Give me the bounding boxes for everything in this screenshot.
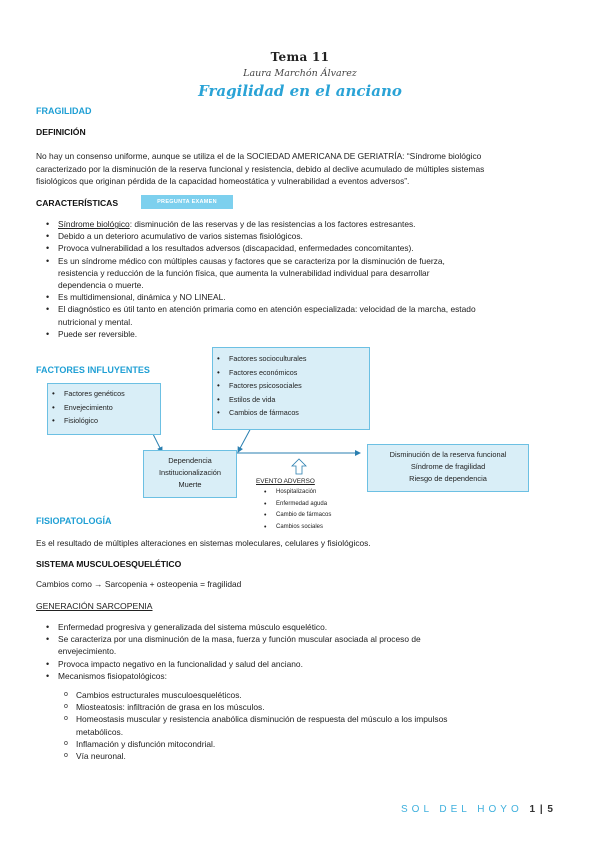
list-item: • Factores genéticos	[48, 387, 160, 401]
list-item-line: • El diagnóstico es útil tanto en atención primaria como en atención especializada: velocidad de la marcha, estado	[58, 304, 476, 315]
list-item: • Envejecimiento	[48, 401, 160, 415]
evento-adverso-title: EVENTO ADVERSO	[256, 478, 315, 485]
list-item: • Cambios de fármacos	[213, 406, 369, 420]
mecanismos-sublist	[62, 689, 572, 762]
section-heading-fisiopatologia: FISIOPATOLOGÍA	[36, 516, 112, 526]
list-item: • Cambio de fármacos	[258, 510, 331, 522]
list-item: • Cambios sociales	[258, 522, 331, 534]
footer-brand: SOL DEL HOYO	[401, 804, 523, 815]
musculoesqueletico-heading: SISTEMA MUSCULOESQUELÉTICO	[36, 559, 182, 569]
list-item: • Mecanismos fisiopatológicos:	[44, 670, 574, 682]
sublist-item: o Vía neuronal.	[62, 750, 572, 762]
document-title: Tema 11	[270, 50, 330, 64]
list-item: • Factores socioculturales	[213, 352, 369, 366]
term: Síndrome biológico	[58, 219, 130, 229]
author-name: Laura Marchón Álvarez	[243, 68, 357, 79]
list-item: • Provoca vulnerabilidad a los resultados adversos (discapacidad, enfermedades concomitantes).	[44, 242, 574, 254]
definicion-line: caracterizado por la disminución de la reserva funcional y resistencia, debido al declive acumulado de múltiples sistemas	[36, 163, 485, 174]
list-item: • Enfermedad progresiva y generalizada del sistema músculo esquelético.	[44, 621, 574, 633]
list-item-line: • Es un síndrome médico con múltiples causas y factores que se caracteriza por la disminución de fuerza,	[58, 255, 445, 266]
sublist-item	[62, 713, 572, 737]
list-item-line: resistencia y reducción de la función física, que aumenta la vulnerabilidad individual para desarrollar	[58, 267, 430, 278]
box-line: Muerte	[178, 480, 202, 489]
arrow-up-outline	[292, 459, 306, 474]
musculoesqueletico-text: Cambios como → Sarcopenia + osteopenia = fragilidad	[36, 579, 242, 589]
caracteristicas-heading: CARACTERÍSTICAS	[36, 198, 119, 208]
definicion-line: fisiológicos que originan pérdida de la capacidad homeostática y vulnerabilidad a eventos adversos”.	[36, 176, 410, 186]
list-item: • Puede ser reversible.	[44, 328, 574, 340]
list-item-line: • Se caracteriza por una disminución de la masa, fuerza y función muscular asociada al proceso de	[58, 634, 421, 645]
box-resultados	[367, 444, 529, 492]
box-consecuencias	[143, 450, 237, 498]
box-factores-individuales	[47, 383, 161, 435]
list-item-line: dependencia o muerte.	[58, 280, 144, 291]
term-description: : disminución de las reservas y de las resistencias a los factores estresantes.	[129, 219, 416, 229]
sarcopenia-heading: GENERACIÓN SARCOPENIA	[36, 601, 153, 611]
list-item: • Hospitalización	[258, 487, 331, 499]
sarcopenia-list	[44, 621, 574, 682]
list-item: • Debido a un deterioro acumulativo de varios sistemas fisiológicos.	[44, 230, 574, 242]
box-line: Institucionalización	[158, 468, 222, 477]
list-item-line: envejecimiento.	[58, 646, 117, 657]
list-item: • Es multidimensional, dinámica y NO LINEAL.	[44, 291, 574, 303]
definicion-heading: DEFINICIÓN	[36, 127, 86, 137]
list-item-line: nutricional y mental.	[58, 316, 133, 327]
sublist-item: o Cambios estructurales musculoesqueléticos.	[62, 689, 572, 701]
evento-adverso-list	[258, 487, 331, 533]
sublist-item: o Inflamación y disfunción mitocondrial.	[62, 738, 572, 750]
box-factores-externos	[212, 347, 370, 430]
list-item: • Provoca impacto negativo en la funcionalidad y salud del anciano.	[44, 658, 574, 670]
section-heading-factores: FACTORES INFLUYENTES	[36, 365, 150, 375]
fisiopatologia-text: Es el resultado de múltiples alteraciones en sistemas moleculares, celulares y fisiológicos.	[36, 538, 371, 548]
box-line: Síndrome de fragilidad	[410, 462, 486, 471]
box-line: Disminución de la reserva funcional	[389, 450, 507, 459]
box-line: Riesgo de dependencia	[409, 474, 487, 483]
sublist-item-line: o Homeostasis muscular y resistencia anabólica disminución de respuesta del músculo a los impulsos	[76, 714, 448, 725]
page-number: 1 | 5	[529, 804, 554, 815]
sublist-item-line: metabólicos.	[76, 726, 124, 737]
section-heading-fragilidad: FRAGILIDAD	[36, 106, 92, 116]
list-item	[44, 633, 574, 657]
page-footer	[401, 804, 554, 815]
exam-question-badge: PREGUNTA EXAMEN	[141, 195, 233, 209]
document-subtitle: Fragilidad en el anciano	[198, 82, 402, 100]
list-item: • Estilos de vida	[213, 393, 369, 407]
sublist-item: o Miosteatosis: infiltración de grasa en los músculos.	[62, 701, 572, 713]
list-item: • Fisiológico	[48, 414, 160, 428]
list-item: • Enfermedad aguda	[258, 499, 331, 511]
box-line: Dependencia	[168, 456, 212, 465]
definicion-line: No hay un consenso uniforme, aunque se utiliza el de la SOCIEDAD AMERICANA DE GERIATRÍA: “Síndrome biológico	[36, 151, 482, 161]
list-item: • Factores económicos	[213, 366, 369, 380]
list-item: • Factores psicosociales	[213, 379, 369, 393]
